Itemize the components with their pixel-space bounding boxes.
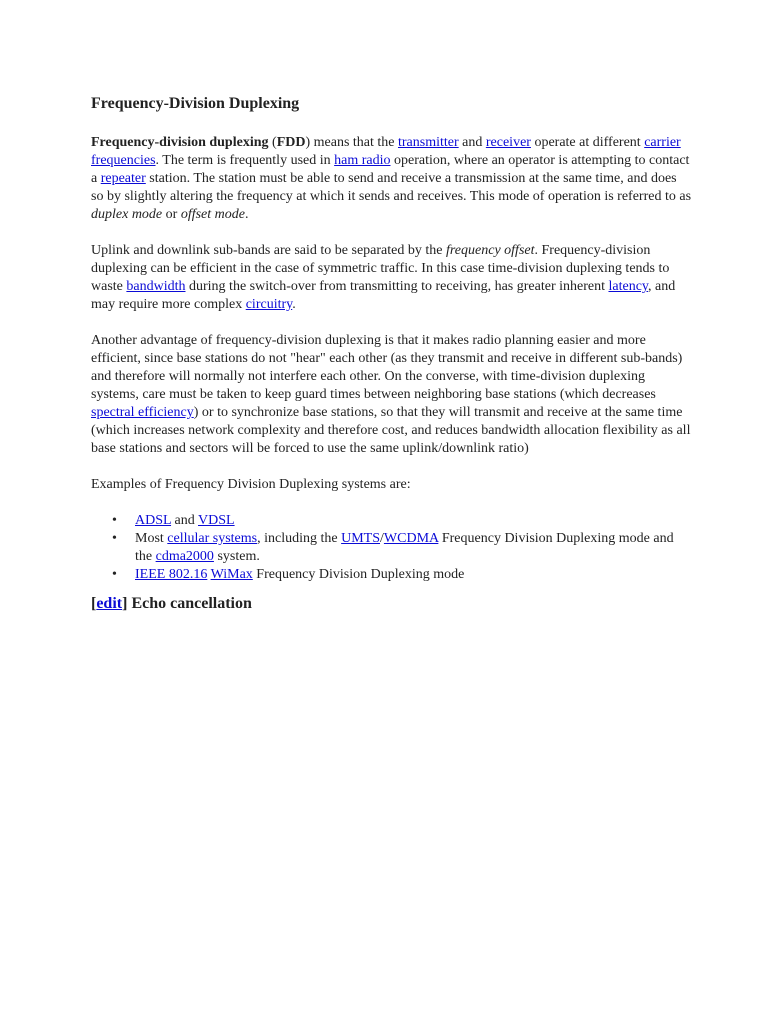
text: operation, where an operator is attempting to contact a — [91, 153, 690, 186]
italic-offset-mode: offset mode — [180, 207, 245, 222]
link-repeater[interactable]: repeater — [100, 171, 146, 186]
text: ( — [268, 135, 277, 150]
text: , and may require more complex — [91, 279, 676, 312]
link-wimax[interactable]: WiMax — [210, 567, 253, 582]
text: . The term is frequently used in — [155, 153, 335, 168]
link-cellular-systems[interactable]: cellular systems — [167, 531, 258, 546]
text: . — [244, 207, 249, 222]
link-transmitter[interactable]: transmitter — [398, 135, 459, 150]
text: Frequency Division Duplexing mode and the — [135, 531, 674, 564]
bullet-icon: • — [112, 531, 117, 546]
paragraph-advantage — [91, 332, 691, 458]
list-item — [112, 512, 691, 530]
bracket: ] — [122, 595, 128, 612]
text: station. The station must be able to send and receive a transmission at the same time, and does so by slightly altering the frequency at which it sends and receives. This mode of operation is referred to as — [91, 171, 692, 204]
text: operate at different — [530, 135, 645, 150]
text: / — [380, 531, 384, 546]
bullet-icon: • — [112, 567, 117, 582]
examples-list — [91, 512, 691, 584]
paragraph-fdd-definition — [91, 134, 691, 224]
text: and — [171, 513, 199, 528]
link-umts[interactable]: UMTS — [341, 531, 381, 546]
edit-link[interactable]: edit — [96, 595, 123, 612]
link-adsl[interactable]: ADSL — [135, 513, 172, 528]
text: , including the — [257, 531, 342, 546]
text: and — [458, 135, 486, 150]
link-latency[interactable]: latency — [608, 279, 648, 294]
text: during the switch-over from transmitting to receiving, has greater inherent — [185, 279, 609, 294]
italic-frequency-offset: frequency offset — [445, 243, 535, 258]
paragraph-examples-intro: Examples of Frequency Division Duplexing systems are: — [91, 477, 411, 492]
list-item — [112, 566, 691, 584]
text: or — [162, 207, 181, 222]
link-bandwidth[interactable]: bandwidth — [126, 279, 186, 294]
link-ham-radio[interactable]: ham radio — [334, 153, 391, 168]
text: Uplink and downlink sub-bands are said to be separated by the — [91, 243, 446, 258]
text: Frequency Division Duplexing mode — [252, 567, 465, 582]
text: Another advantage of frequency-division duplexing is that it makes radio planning easier and more efficient, since base stations do not "hear" each other (as they transmit and receive in different sub-bands) and therefore will normally not interfere each other. On the converse, with time-division duplexing systems, care must be taken to keep guard times between neighboring base stations (which decreases — [91, 333, 683, 402]
section-heading-echo-cancellation — [91, 594, 691, 614]
bracket: [ — [91, 595, 97, 612]
page-title: Frequency-Division Duplexing — [91, 95, 300, 112]
link-receiver[interactable]: receiver — [485, 135, 531, 150]
text: Most — [135, 531, 168, 546]
link-ieee-802-16[interactable]: IEEE 802.16 — [135, 567, 208, 582]
list-item — [112, 530, 691, 566]
link-cdma2000[interactable]: cdma2000 — [155, 549, 214, 564]
section-title: Echo cancellation — [127, 595, 252, 612]
italic-duplex-mode: duplex mode — [91, 207, 163, 222]
link-circuitry[interactable]: circuitry — [245, 297, 293, 312]
text: . — [292, 297, 296, 312]
bold-term: Frequency-division duplexing — [91, 135, 269, 150]
link-spectral-efficiency[interactable]: spectral efficiency — [91, 405, 194, 420]
bold-abbr: FDD — [276, 135, 306, 150]
text: ) means that the — [305, 135, 398, 150]
article — [91, 94, 691, 614]
link-vdsl[interactable]: VDSL — [198, 513, 235, 528]
text: system. — [213, 549, 260, 564]
paragraph-subbands — [91, 242, 691, 314]
bullet-icon: • — [112, 513, 117, 528]
link-wcdma[interactable]: WCDMA — [383, 531, 439, 546]
link-carrier-frequencies[interactable]: carrier frequencies — [91, 135, 681, 168]
text: . Frequency-division duplexing can be efficient in the case of symmetric traffic. In this case time-division duplexing tends to waste — [91, 243, 670, 294]
text: ) or to synchronize base stations, so that they will transmit and receive at the same time (which increases network complexity and therefore cost, and reduces bandwidth allocation flexibility as all base stations and sectors will be forced to use the same uplink/downlink ratio) — [91, 405, 691, 456]
